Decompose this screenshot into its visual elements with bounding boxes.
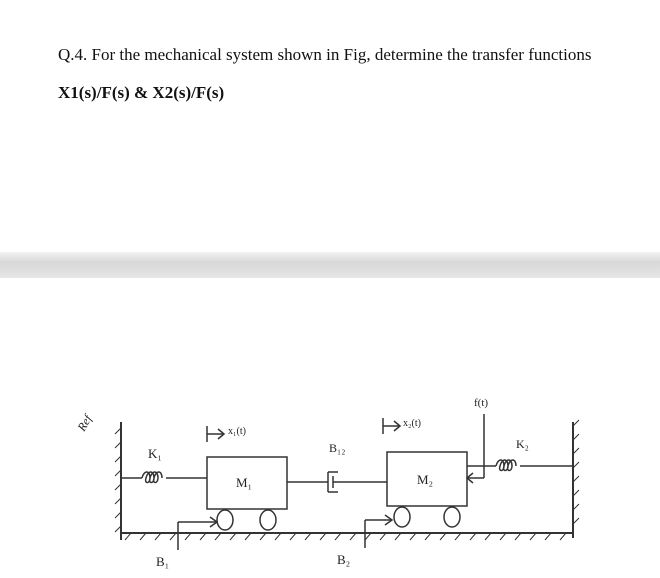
b1-label: B₁ [156,554,170,569]
x2-arrow [383,418,400,434]
damper-b12 [287,472,387,492]
x1-arrow [207,426,224,442]
m2-wheels [394,507,460,527]
x2-label: x₂(t) [403,418,421,429]
question-text: Q.4. For the mechanical system shown in Fig, determine the transfer functions [58,45,592,64]
right-wall [573,420,579,538]
f-label: f(t) [474,397,489,409]
page-divider [0,252,660,278]
transfer-functions: X1(s)/F(s) & X2(s)/F(s) [58,83,225,102]
b2-label: B₂ [337,552,351,567]
k1-label: K₁ [148,446,162,461]
ground [121,533,573,540]
force-arrow [467,414,484,483]
b12-label: B₁₂ [329,441,346,455]
spring-k2 [467,460,573,471]
m1-label: M₁ [236,475,253,490]
spring-k1 [121,472,207,483]
k2-label: K₂ [516,437,529,451]
damper-b2 [365,515,392,548]
m2-label: M₂ [417,472,434,487]
x1-label: x₁(t) [228,426,246,437]
left-wall [115,422,121,540]
mechanical-system-figure [0,380,660,578]
ref-mark: Ref [74,412,95,434]
m1-wheels [217,510,276,530]
